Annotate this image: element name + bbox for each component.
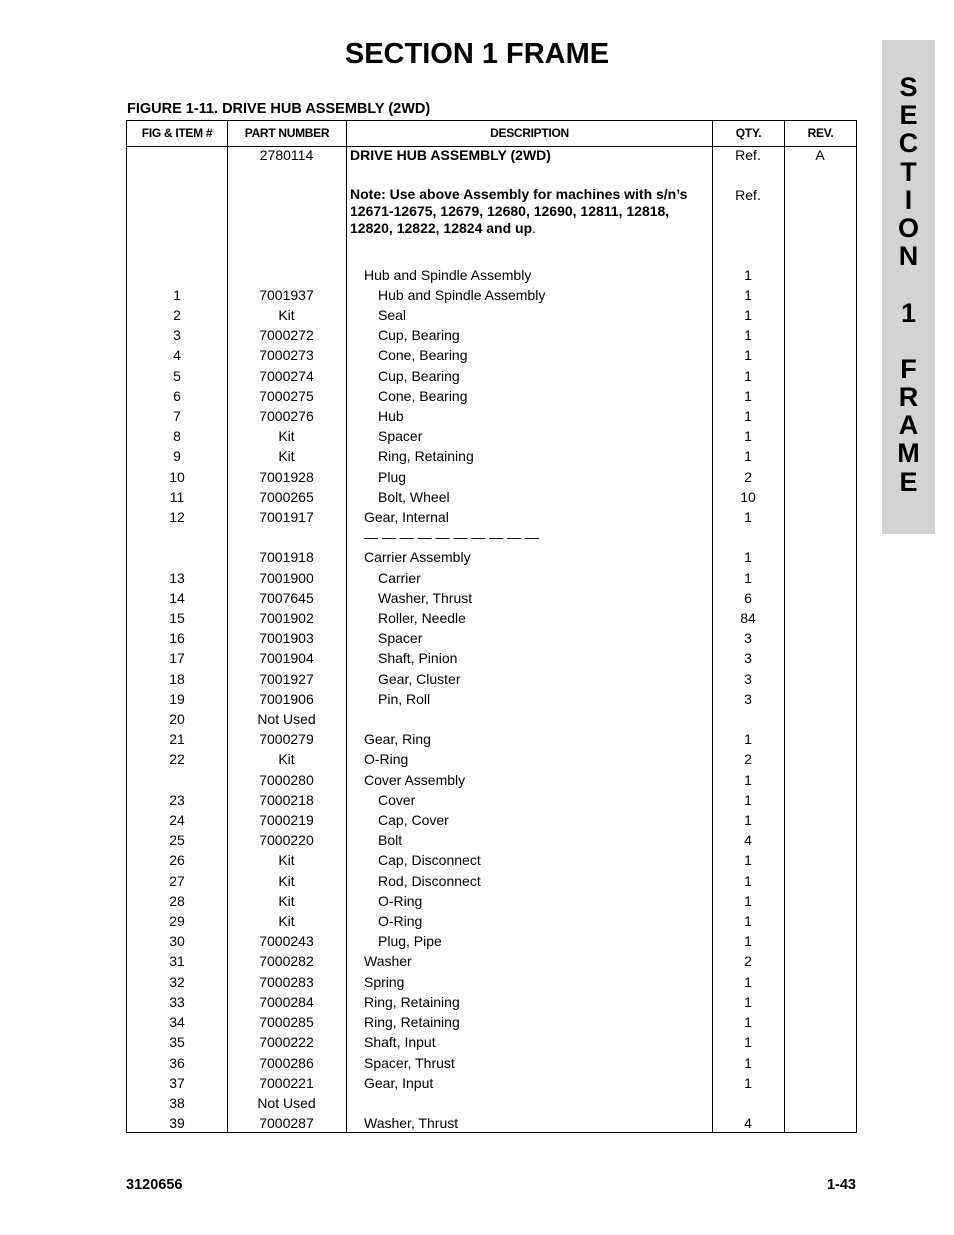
part-row (127, 628, 856, 648)
applicability-note (346, 185, 712, 244)
side-tab-letter: I (904, 184, 913, 215)
rev-cell (784, 527, 856, 547)
rev-cell (784, 790, 856, 810)
part-row (127, 1032, 856, 1052)
rev-cell (784, 1012, 856, 1032)
qty-cell: 1 (744, 913, 752, 930)
rev-cell (784, 366, 856, 386)
fig-item-cell: 22 (169, 751, 185, 768)
side-tab-letter (882, 270, 935, 298)
qty-cell: 1 (744, 892, 752, 909)
part-number-cell: 7001902 (259, 610, 314, 627)
qty-cell: 1 (744, 933, 752, 950)
description-cell: Gear, Ring (364, 731, 431, 748)
qty-cell: 3 (744, 650, 752, 667)
part-row (127, 305, 856, 325)
part-number-cell: Not Used (257, 711, 316, 728)
qty-cell: 1 (744, 286, 752, 303)
part-number-cell: 7000286 (259, 1054, 314, 1071)
fig-item-cell: 15 (169, 610, 185, 627)
description-cell: Cap, Disconnect (378, 852, 481, 869)
qty-cell: 2 (744, 751, 752, 768)
rev-cell (784, 1073, 856, 1093)
rev-cell (784, 931, 856, 951)
part-number-cell: 7001903 (259, 630, 314, 647)
part-row (127, 426, 856, 446)
qty-cell: 1 (744, 448, 752, 465)
description-cell: Hub and Spindle Assembly (378, 286, 546, 303)
description-cell: Cap, Cover (378, 812, 449, 829)
qty-cell: 1 (744, 569, 752, 586)
description-cell: Cone, Bearing (378, 347, 468, 364)
description-cell: Plug (378, 468, 407, 485)
rev-cell (784, 850, 856, 870)
rev-cell (784, 467, 856, 487)
rev-cell (784, 729, 856, 749)
part-row (127, 446, 856, 466)
qty-cell: Ref. (735, 187, 761, 204)
fig-item-cell: 1 (173, 286, 181, 303)
rev-cell (784, 911, 856, 931)
description-cell: Gear, Cluster (378, 670, 461, 687)
qty-cell: 1 (744, 1074, 752, 1091)
rev-cell: A (815, 147, 825, 163)
part-number-cell: 7000265 (259, 488, 314, 505)
part-row (127, 850, 856, 870)
part-row (127, 871, 856, 891)
part-number-cell: Kit (278, 913, 295, 930)
part-number-cell: 7001904 (259, 650, 314, 667)
assembly-description: DRIVE HUB ASSEMBLY (2WD) (350, 147, 551, 163)
description-cell: Ring, Retaining (364, 993, 460, 1010)
qty-cell (712, 709, 784, 729)
qty-cell: 1 (744, 509, 752, 526)
fig-item-cell (127, 770, 227, 790)
blank-row (127, 244, 856, 264)
qty-cell: 4 (744, 1115, 752, 1132)
qty-cell: 1 (744, 387, 752, 404)
description-cell: Spacer, Thrust (364, 1054, 455, 1071)
qty-cell: 3 (744, 690, 752, 707)
side-tab-letter: T (900, 156, 917, 187)
fig-item-cell: 4 (173, 347, 181, 364)
description-cell: Gear, Input (364, 1074, 434, 1091)
fig-item-cell: 33 (169, 993, 185, 1010)
part-number-cell: 7007645 (259, 589, 314, 606)
qty-cell: Ref. (735, 147, 761, 163)
part-number-cell: 7000222 (259, 1034, 314, 1051)
qty-cell: 1 (744, 812, 752, 829)
part-row (127, 669, 856, 689)
fig-item-cell: 31 (169, 953, 185, 970)
rev-cell (784, 689, 856, 709)
rev-cell (784, 406, 856, 426)
rev-cell (784, 446, 856, 466)
side-tab-letter: 1 (900, 297, 917, 328)
rev-cell (784, 648, 856, 668)
part-row (127, 951, 856, 971)
part-row (127, 648, 856, 668)
part-row (127, 749, 856, 769)
header-qty: QTY. (735, 126, 762, 140)
part-row (127, 770, 856, 790)
description-cell: Spacer (378, 630, 423, 647)
qty-cell: 1 (744, 1034, 752, 1051)
part-row (127, 1073, 856, 1093)
qty-cell: 6 (744, 589, 752, 606)
part-number-cell: 7001917 (259, 509, 314, 526)
qty-cell: 1 (744, 306, 752, 323)
fig-item-cell: 16 (169, 630, 185, 647)
part-number-cell: Kit (278, 872, 295, 889)
description-cell (346, 709, 712, 729)
description-cell: Ring, Retaining (364, 1014, 460, 1031)
note-row (127, 185, 856, 244)
description-cell: Seal (378, 306, 407, 323)
fig-item-cell: 3 (173, 327, 181, 344)
description-cell: Washer, Thrust (364, 1115, 459, 1132)
description-cell: Shaft, Pinion (378, 650, 458, 667)
rev-cell (784, 972, 856, 992)
side-tab-letter: E (899, 466, 918, 497)
qty-cell (712, 527, 784, 547)
part-number-cell: Kit (278, 306, 295, 323)
part-number-cell: Kit (278, 428, 295, 445)
fig-item-cell: 10 (169, 468, 185, 485)
description-cell: Carrier (378, 569, 421, 586)
part-number-cell: 7000272 (259, 327, 314, 344)
part-number-cell: 7000219 (259, 812, 314, 829)
fig-item-cell: 11 (169, 488, 185, 505)
part-number-cell: 7000218 (259, 791, 314, 808)
part-row (127, 386, 856, 406)
rev-cell (784, 830, 856, 850)
fig-item-cell: 8 (173, 428, 181, 445)
description-cell (346, 1093, 712, 1113)
part-row (127, 527, 856, 547)
part-number-cell: Kit (278, 448, 295, 465)
page-number: 1-43 (826, 1177, 856, 1193)
part-number-cell: 7000274 (259, 367, 314, 384)
fig-item-cell: 38 (169, 1094, 185, 1111)
description-cell: Cup, Bearing (378, 367, 460, 384)
fig-item-cell: 7 (173, 408, 181, 424)
header-rev: REV. (807, 126, 834, 140)
qty-cell: 3 (744, 670, 752, 687)
part-number-cell: 7001918 (259, 549, 314, 566)
rev-cell (784, 547, 856, 567)
side-tab-letter: O (897, 212, 919, 243)
qty-cell (712, 1093, 784, 1113)
part-row (127, 285, 856, 305)
rev-cell (784, 992, 856, 1012)
part-number-cell: 7001906 (259, 690, 314, 707)
fig-item-cell (127, 527, 227, 547)
section-title: SECTION 1 FRAME (344, 38, 610, 70)
part-number-cell: Not Used (257, 1094, 316, 1111)
part-row (127, 1113, 856, 1133)
fig-item-cell: 9 (173, 448, 181, 465)
fig-item-cell: 20 (169, 711, 185, 728)
side-tab-letter: M (897, 438, 920, 469)
part-number-cell: Kit (278, 852, 295, 869)
fig-item-cell: 28 (169, 892, 185, 909)
fig-item-cell: 35 (169, 1034, 185, 1051)
fig-item-cell: 29 (169, 913, 185, 930)
rev-cell (784, 345, 856, 365)
figure-title: FIGURE 1-11. DRIVE HUB ASSEMBLY (2WD) (127, 101, 431, 117)
part-row (127, 366, 856, 386)
description-cell: Rod, Disconnect (378, 872, 481, 889)
description-cell: Hub (378, 408, 404, 424)
part-row (127, 830, 856, 850)
part-row (127, 709, 856, 729)
fig-item-cell: 6 (173, 387, 181, 404)
part-number-cell: Kit (278, 892, 295, 909)
part-row (127, 467, 856, 487)
rev-cell (784, 628, 856, 648)
part-number-cell: 7000284 (259, 993, 314, 1010)
rev-cell (784, 951, 856, 971)
qty-cell: 1 (744, 852, 752, 869)
part-number-cell: 7000279 (259, 731, 314, 748)
part-row (127, 689, 856, 709)
part-number-cell: 7000280 (259, 771, 314, 788)
description-cell: Cone, Bearing (378, 387, 468, 404)
part-row (127, 972, 856, 992)
fig-item-cell: 19 (169, 690, 185, 707)
qty-cell: 3 (744, 630, 752, 647)
description-cell: — — — — — — — — — — (364, 529, 540, 546)
fig-item-cell: 30 (169, 933, 185, 950)
part-row (127, 487, 856, 507)
qty-cell: 1 (744, 731, 752, 748)
description-cell: Shaft, Input (364, 1034, 436, 1051)
part-row (127, 507, 856, 527)
part-number-cell: 7001928 (259, 468, 314, 485)
description-cell: Cover (378, 791, 416, 808)
part-row (127, 992, 856, 1012)
description-cell: Bolt (378, 832, 403, 849)
fig-item-cell: 12 (169, 509, 185, 526)
qty-cell: 1 (744, 408, 752, 424)
part-row (127, 265, 856, 285)
side-tab-letter: S (899, 72, 918, 102)
description-cell: O-Ring (378, 892, 423, 909)
fig-cell (127, 145, 227, 165)
fig-item-cell: 32 (169, 973, 185, 990)
part-number-cell (227, 527, 346, 547)
description-cell: Pin, Roll (378, 690, 431, 707)
description-cell: Plug, Pipe (378, 933, 442, 950)
side-tab-letter: E (899, 100, 918, 131)
qty-cell: 1 (744, 549, 752, 566)
fig-item-cell (127, 265, 227, 285)
part-row (127, 729, 856, 749)
description-cell: Bolt, Wheel (378, 488, 450, 505)
part-number-cell: Kit (278, 751, 295, 768)
part-number-cell: 7000287 (259, 1115, 314, 1132)
description-cell: Hub and Spindle Assembly (364, 266, 532, 283)
fig-item-cell: 37 (169, 1074, 185, 1091)
fig-item-cell: 13 (169, 569, 185, 586)
qty-cell: 4 (744, 832, 752, 849)
qty-cell: 1 (744, 266, 752, 283)
part-row (127, 911, 856, 931)
rev-cell (784, 770, 856, 790)
description-cell: Washer, Thrust (378, 589, 473, 606)
fig-item-cell: 24 (169, 812, 185, 829)
fig-item-cell: 36 (169, 1054, 185, 1071)
part-number-cell: 7001900 (259, 569, 314, 586)
qty-cell: 2 (744, 468, 752, 485)
fig-item-cell: 18 (169, 670, 185, 687)
qty-cell: 2 (744, 953, 752, 970)
part-row (127, 810, 856, 830)
qty-cell: 1 (744, 791, 752, 808)
part-number-cell: 2780114 (259, 147, 314, 163)
rev-cell (784, 1032, 856, 1052)
qty-cell: 10 (740, 488, 756, 505)
qty-cell: 1 (744, 872, 752, 889)
part-row (127, 588, 856, 608)
rev-cell (784, 669, 856, 689)
part-number-cell: 7000243 (259, 933, 314, 950)
rev-cell (784, 265, 856, 285)
qty-cell: 1 (744, 771, 752, 788)
side-tab-letter: C (898, 128, 919, 159)
part-number-cell: 7000221 (259, 1074, 314, 1091)
part-row (127, 931, 856, 951)
part-number-cell: 7000275 (259, 387, 314, 404)
rev-cell (784, 891, 856, 911)
side-tab-letter (882, 327, 935, 355)
part-number-cell: 7000283 (259, 973, 314, 990)
rev-cell (784, 749, 856, 769)
side-tab-letter: A (898, 410, 919, 441)
part-number-cell: 7000285 (259, 1014, 314, 1031)
side-tab-letter: F (900, 353, 917, 384)
part-row (127, 1093, 856, 1113)
part-row (127, 790, 856, 810)
fig-item-cell: 5 (173, 367, 181, 384)
fig-item-cell (127, 547, 227, 567)
qty-cell: 1 (744, 428, 752, 445)
fig-item-cell: 14 (169, 589, 185, 606)
part-row (127, 1012, 856, 1032)
rev-cell (784, 487, 856, 507)
rev-cell (784, 871, 856, 891)
part-row (127, 1053, 856, 1073)
fig-item-cell: 34 (169, 1014, 185, 1031)
part-row (127, 406, 856, 426)
header-description: DESCRIPTION (490, 126, 569, 140)
description-cell: O-Ring (364, 751, 409, 768)
fig-item-cell: 27 (169, 872, 185, 889)
fig-item-cell: 17 (169, 650, 185, 667)
assembly-row (127, 145, 856, 165)
rev-cell (784, 386, 856, 406)
description-cell: Cover Assembly (364, 771, 466, 788)
description-cell: Spring (364, 973, 405, 990)
part-row (127, 568, 856, 588)
description-cell: O-Ring (378, 913, 423, 930)
part-row (127, 345, 856, 365)
part-number-cell (227, 265, 346, 285)
part-row (127, 547, 856, 567)
description-cell: Roller, Needle (378, 610, 466, 627)
side-tab-letters (882, 73, 935, 496)
parts-list-table (127, 145, 856, 1133)
description-cell: Washer (364, 953, 412, 970)
qty-cell: 1 (744, 973, 752, 990)
part-number-cell: 7001937 (259, 286, 314, 303)
fig-item-cell: 26 (169, 852, 185, 869)
rev-cell (784, 305, 856, 325)
fig-item-cell: 25 (169, 832, 185, 849)
note-text: Note: Use above Assembly for machines with s/n’s 12671-12675, 12679, 12680, 12690, 12811, 12818, 12820, 12822, 12824 and up (350, 186, 688, 237)
side-tab-letter: N (898, 241, 919, 272)
rev-cell (784, 426, 856, 446)
side-tab-letter: R (898, 382, 919, 413)
part-number-cell: 7000273 (259, 347, 314, 364)
fig-item-cell: 2 (173, 306, 181, 323)
blank-row (127, 165, 856, 185)
rev-cell (784, 608, 856, 628)
qty-cell: 1 (744, 367, 752, 384)
description-cell: Carrier Assembly (364, 549, 471, 566)
description-cell: Cup, Bearing (378, 327, 460, 344)
qty-cell: 1 (744, 347, 752, 364)
description-cell: Spacer (378, 428, 423, 445)
description-cell: Ring, Retaining (378, 448, 474, 465)
note-period: . (532, 220, 537, 237)
document-number: 3120656 (126, 1177, 183, 1193)
rev-cell (784, 588, 856, 608)
fig-item-cell: 23 (169, 791, 185, 808)
part-number-cell: 7001927 (259, 670, 314, 687)
rev-cell (784, 285, 856, 305)
qty-cell: 1 (744, 993, 752, 1010)
qty-cell: 1 (744, 1014, 752, 1031)
rev-cell (784, 1053, 856, 1073)
part-number-cell: 7000282 (259, 953, 314, 970)
description-cell: Gear, Internal (364, 509, 449, 526)
qty-cell: 1 (744, 327, 752, 344)
part-row (127, 891, 856, 911)
fig-item-cell: 21 (169, 731, 185, 748)
qty-cell: 1 (744, 1054, 752, 1071)
qty-cell: 84 (740, 610, 756, 627)
rev-cell (784, 709, 856, 729)
part-row (127, 608, 856, 628)
fig-item-cell: 39 (169, 1115, 185, 1132)
section-side-tab (882, 40, 935, 534)
rev-cell (784, 810, 856, 830)
header-part-number: PART NUMBER (244, 126, 330, 140)
rev-cell (784, 325, 856, 345)
rev-cell (784, 1113, 856, 1133)
part-row (127, 325, 856, 345)
rev-cell (784, 507, 856, 527)
part-number-cell: 7000276 (259, 408, 314, 424)
rev-cell (784, 568, 856, 588)
header-fig-item: FIG & ITEM # (141, 126, 213, 140)
part-number-cell: 7000220 (259, 832, 314, 849)
rev-cell (784, 1093, 856, 1113)
